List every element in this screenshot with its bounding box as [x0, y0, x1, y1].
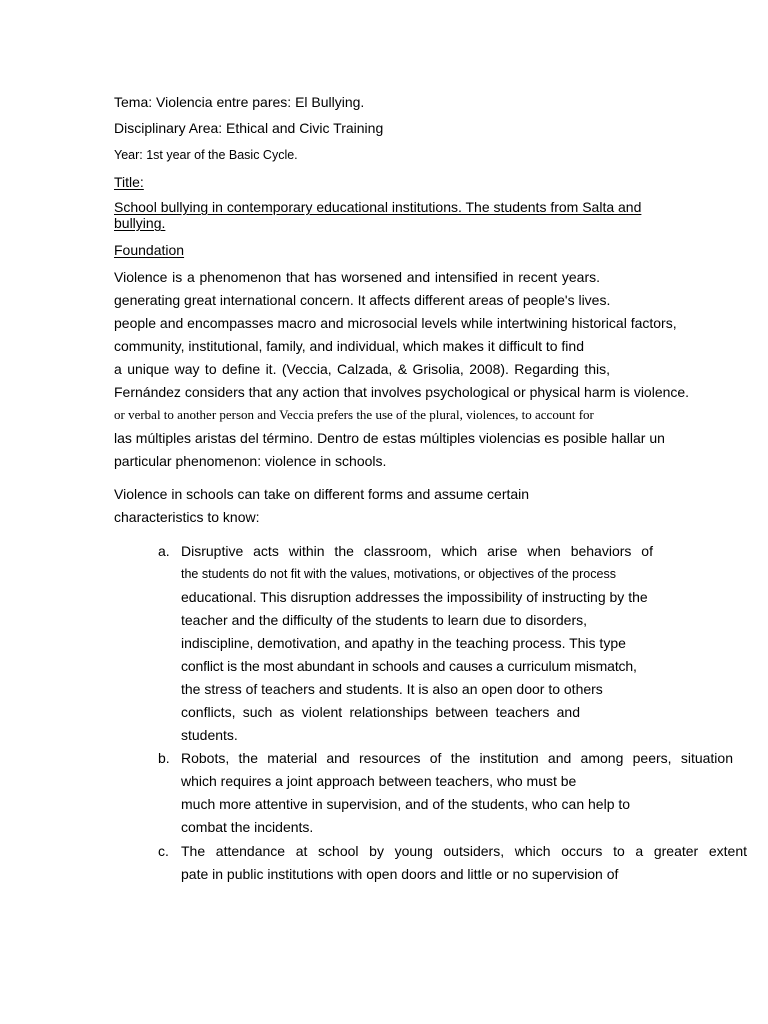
item-b-line-1: Robots, the material and resources of the institution and among peers, situation	[181, 750, 733, 766]
disciplinary-area-line: Disciplinary Area: Ethical and Civic Training	[114, 120, 384, 136]
foundation-line-9: particular phenomenon: violence in schools.	[114, 453, 387, 469]
list-marker-b: b.	[158, 750, 170, 766]
intro-line-1: Violence in schools can take on different forms and assume certain	[114, 486, 530, 502]
item-a-line-9: students.	[181, 727, 238, 743]
item-a-line-6: conflict is the most abundant in schools and causes a curriculum mismatch,	[181, 658, 637, 674]
item-a-line-3: educational. This disruption addresses the impossibility of instructing by the	[181, 589, 648, 605]
list-marker-c: c.	[158, 843, 169, 859]
foundation-line-8: las múltiples aristas del término. Dentro de estas múltiples violencias es posible hallar un	[114, 430, 665, 446]
item-a-line-4: teacher and the difficulty of the students to learn due to disorders,	[181, 612, 587, 628]
item-c-line-2: pate in public institutions with open doors and little or no supervision of	[181, 866, 619, 882]
item-a-line-8: conflicts, such as violent relationships between teachers and	[181, 704, 580, 720]
foundation-line-7: or verbal to another person and Veccia prefers the use of the plural, violences, to account for	[114, 407, 594, 422]
year-line: Year: 1st year of the Basic Cycle.	[114, 148, 298, 162]
foundation-line-1: Violence is a phenomenon that has worsened and intensified in recent years.	[114, 269, 600, 285]
foundation-line-4: community, institutional, family, and individual, which makes it difficult to find	[114, 338, 584, 354]
topic-line: Tema: Violencia entre pares: El Bullying.	[114, 94, 365, 110]
title-label: Title:	[114, 174, 144, 190]
item-b-line-2: which requires a joint approach between teachers, who must be	[181, 773, 577, 789]
item-c-line-1: The attendance at school by young outsiders, which occurs to a greater extent	[181, 843, 747, 859]
foundation-heading-text: Foundation	[114, 242, 185, 258]
foundation-line-3: people and encompasses macro and microsocial levels while intertwining historical factors,	[114, 315, 677, 331]
item-a-line-5: indiscipline, demotivation, and apathy in the teaching process. This type	[181, 635, 626, 651]
item-a-line-7: the stress of teachers and students. It is also an open door to others	[181, 681, 603, 697]
title-text-line-2: bullying.	[114, 215, 166, 231]
foundation-line-2: generating great international concern. It affects different areas of people's lives.	[114, 292, 611, 308]
intro-line-2: characteristics to know:	[114, 509, 260, 525]
foundation-line-5: a unique way to define it. (Veccia, Calzada, & Grisolia, 2008). Regarding this,	[114, 361, 610, 377]
title-text-line-1: School bullying in contemporary educational institutions. The students from Salta and	[114, 199, 642, 215]
item-a-line-2: the students do not fit with the values, motivations, or objectives of the process	[181, 567, 616, 581]
foundation-heading	[114, 242, 184, 258]
item-a-line-1: Disruptive acts within the classroom, which arise when behaviors of	[181, 543, 653, 559]
foundation-line-6: Fernández considers that any action that involves psychological or physical harm is violence.	[114, 384, 690, 400]
item-b-line-4: combat the incidents.	[181, 819, 314, 835]
item-b-line-3: much more attentive in supervision, and of the students, who can help to	[181, 796, 631, 812]
list-marker-a: a.	[158, 543, 170, 559]
